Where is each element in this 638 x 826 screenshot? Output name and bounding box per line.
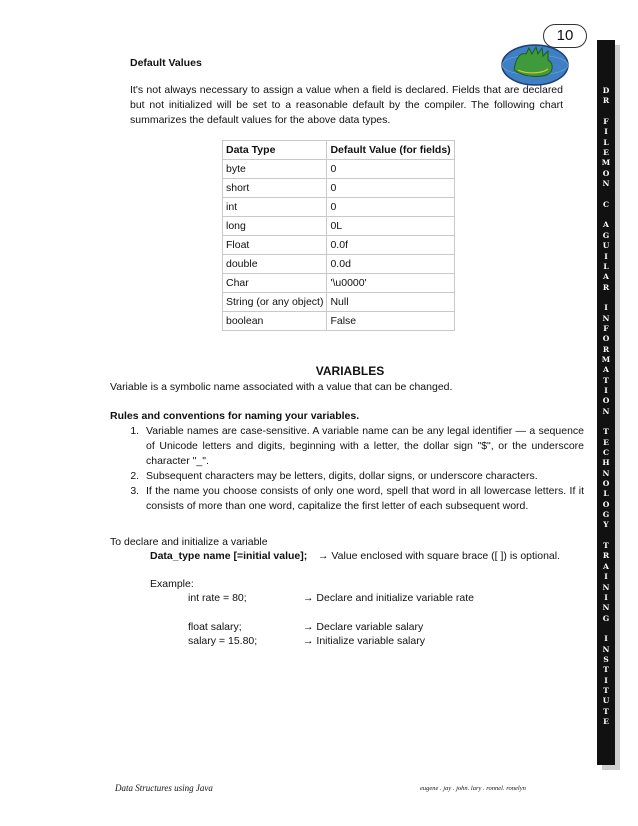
table-header-row	[223, 141, 455, 160]
table-cell: Char	[223, 274, 327, 293]
example-code: salary = 15.80;	[188, 635, 258, 647]
footer-right: eugene . jay . john. lary . ronnel. ronelyn	[420, 785, 526, 792]
syntax-note-text: Value enclosed with square brace ([ ]) is optional.	[331, 550, 561, 562]
table-header-cell: Default Value (for fields)	[327, 141, 454, 160]
table-cell: 0.0f	[327, 236, 454, 255]
table-cell: String (or any object)	[223, 293, 327, 312]
declare-intro: To declare and initialize a variable	[110, 536, 268, 548]
table-cell: '\u0000'	[327, 274, 454, 293]
default-values-table	[222, 140, 455, 331]
list-item: 2. Subsequent characters may be letters, digits, dollar signs, or underscore characters.	[142, 469, 584, 484]
table-row	[223, 255, 455, 274]
example-note: → Declare variable salary	[303, 621, 424, 633]
example-code: int rate = 80;	[188, 592, 247, 604]
table-cell: 0	[327, 179, 454, 198]
table-cell: double	[223, 255, 327, 274]
table-cell: Null	[327, 293, 454, 312]
rules-list	[110, 424, 584, 513]
arrow-right-icon: →	[318, 550, 329, 562]
table-header-cell: Data Type	[223, 141, 327, 160]
variables-title: VARIABLES	[315, 364, 385, 378]
side-banner-text: D R F I L E M O N C A G U I L A R I N F O R M A T I O N T E C H N O L O G Y T R A I N I N G I N S T I T U T E	[601, 86, 611, 726]
table-cell: 0L	[327, 217, 454, 236]
arrow-right-icon: →	[303, 635, 314, 647]
syntax-note	[318, 549, 560, 564]
table-row	[223, 198, 455, 217]
example-label: Example:	[150, 578, 194, 590]
table-cell: False	[327, 312, 454, 331]
table-row	[223, 160, 455, 179]
table-cell: 0	[327, 160, 454, 179]
table-row	[223, 274, 455, 293]
table-cell: short	[223, 179, 327, 198]
arrow-right-icon: →	[303, 621, 314, 633]
rules-heading: Rules and conventions for naming your variables.	[110, 410, 360, 422]
table-row	[223, 312, 455, 331]
variables-definition: Variable is a symbolic name associated with a value that can be changed.	[110, 381, 453, 393]
table-row	[223, 217, 455, 236]
list-item: 3. If the name you choose consists of only one word, spell that word in all lowercase letters. If it consists of more than one word, capitalize the first letter of each subsequent word.	[142, 484, 584, 514]
table-cell: 0	[327, 198, 454, 217]
example-code: float salary;	[188, 621, 242, 633]
table-cell: Float	[223, 236, 327, 255]
table-row	[223, 236, 455, 255]
example-note: → Initialize variable salary	[303, 635, 425, 647]
table-row	[223, 293, 455, 312]
table-cell: long	[223, 217, 327, 236]
list-item: 1. Variable names are case-sensitive. A variable name can be any legal identifier — a sequence of Unicode letters and digits, beginning with a letter, the dollar sign "$", or the underscore character "_".	[142, 424, 584, 469]
table-cell: int	[223, 198, 327, 217]
table-cell: 0.0d	[327, 255, 454, 274]
table-row	[223, 179, 455, 198]
syntax-line: Data_type name [=initial value];	[150, 550, 308, 562]
footer-left: Data Structures using Java	[115, 783, 213, 793]
example-note: → Declare and initialize variable rate	[303, 592, 475, 604]
page-number: 10	[543, 24, 587, 48]
default-values-paragraph: It's not always necessary to assign a value when a field is declared. Fields that are declared but not initialized will be set to a reasonable default by the compiler. The following chart summarizes the default values for the above data types.	[130, 84, 563, 126]
table-cell: byte	[223, 160, 327, 179]
table-cell: boolean	[223, 312, 327, 331]
arrow-right-icon: →	[303, 592, 314, 604]
default-values-heading: Default Values	[130, 57, 202, 69]
